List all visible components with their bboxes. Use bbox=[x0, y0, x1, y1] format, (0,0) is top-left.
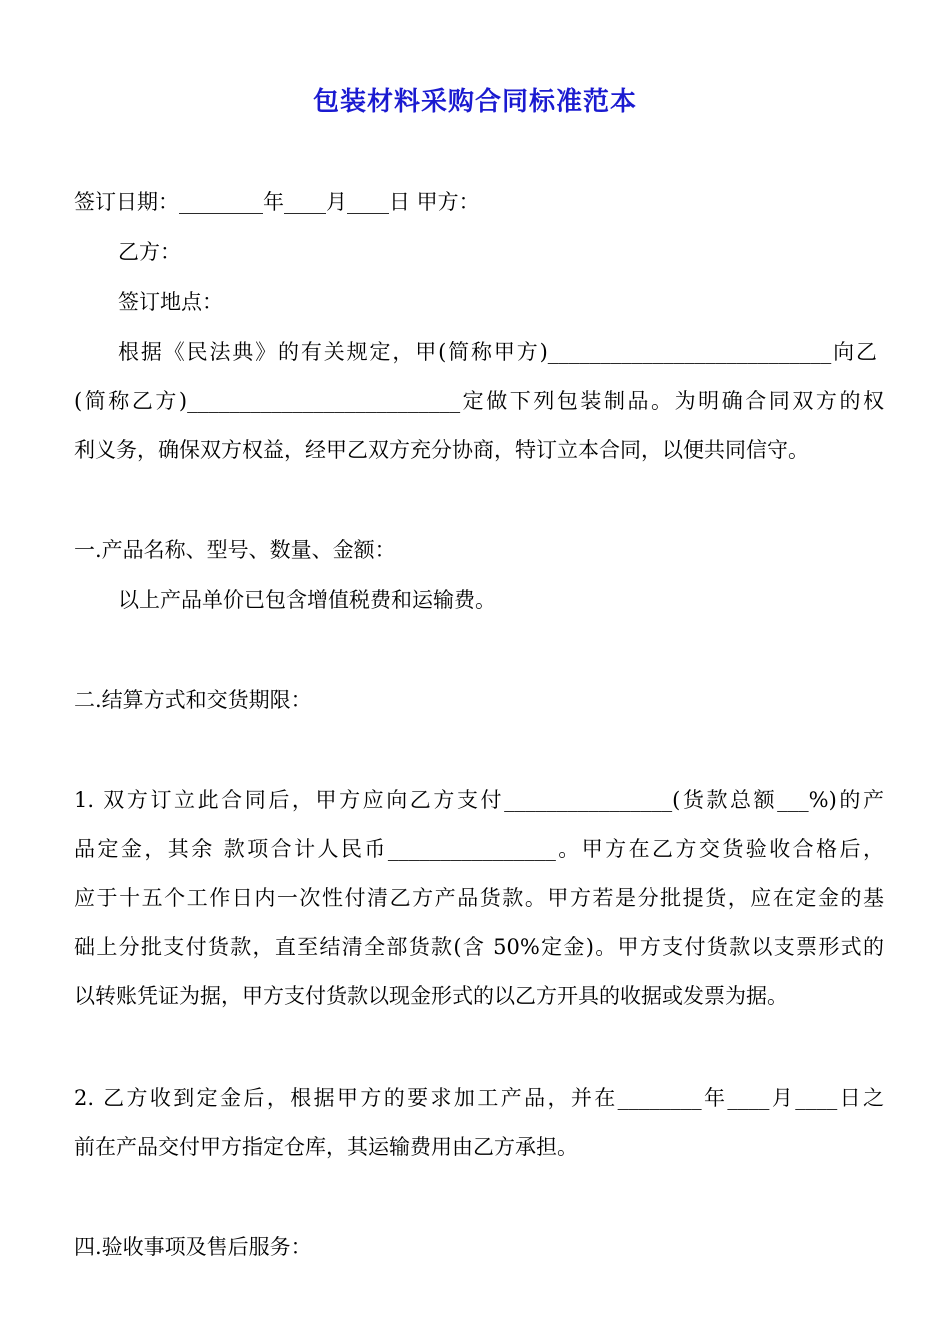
clause-1-line-5: 以转账凭证为据，甲方支付货款以现金形式的以乙方开具的收据或发票为据。 bbox=[74, 984, 788, 1008]
sign-place-line: 签订地点： bbox=[118, 290, 223, 314]
section-4-heading: 四.验收事项及售后服务： bbox=[74, 1235, 312, 1259]
intro-paragraph-line-1: 根据《民法典》的有关规定，甲(简称甲方)___________________________向乙 bbox=[118, 340, 877, 364]
section-1-note: 以上产品单价已包含增值税费和运输费。 bbox=[118, 588, 496, 612]
section-1-heading: 一.产品名称、型号、数量、金额： bbox=[74, 538, 396, 562]
clause-1-line-4: 础上分批支付货款，直至结清全部货款(含 50%定金)。甲方支付货款以支票形式的 bbox=[74, 935, 884, 959]
section-2-heading: 二.结算方式和交货期限： bbox=[74, 688, 312, 712]
document-title: 包装材料采购合同标准范本 bbox=[312, 87, 637, 117]
clause-2-line-2: 前在产品交付甲方指定仓库，其运输费用由乙方承担。 bbox=[74, 1135, 578, 1159]
intro-paragraph-line-3: 利义务，确保双方权益，经甲乙双方充分协商，特订立本合同，以便共同信守。 bbox=[74, 438, 809, 462]
clause-2-line-1: 2. 乙方收到定金后，根据甲方的要求加工产品，并在________年____月____日之 bbox=[74, 1086, 884, 1110]
clause-1-line-1: 1. 双方订立此合同后，甲方应向乙方支付________________(货款总额___%)的产 bbox=[74, 788, 884, 812]
clause-1-line-3: 应于十五个工作日内一次性付清乙方产品货款。甲方若是分批提货，应在定金的基 bbox=[74, 886, 884, 910]
party-b-line: 乙方： bbox=[118, 240, 181, 264]
sign-date-line: 签订日期：________年____月____日 甲方： bbox=[74, 190, 480, 214]
intro-paragraph-line-2: (简称乙方)__________________________定做下列包装制品。为明确合同双方的权 bbox=[74, 389, 884, 413]
clause-1-line-2: 品定金，其余 款项合计人民币________________。甲方在乙方交货验收合格后， bbox=[74, 837, 884, 861]
